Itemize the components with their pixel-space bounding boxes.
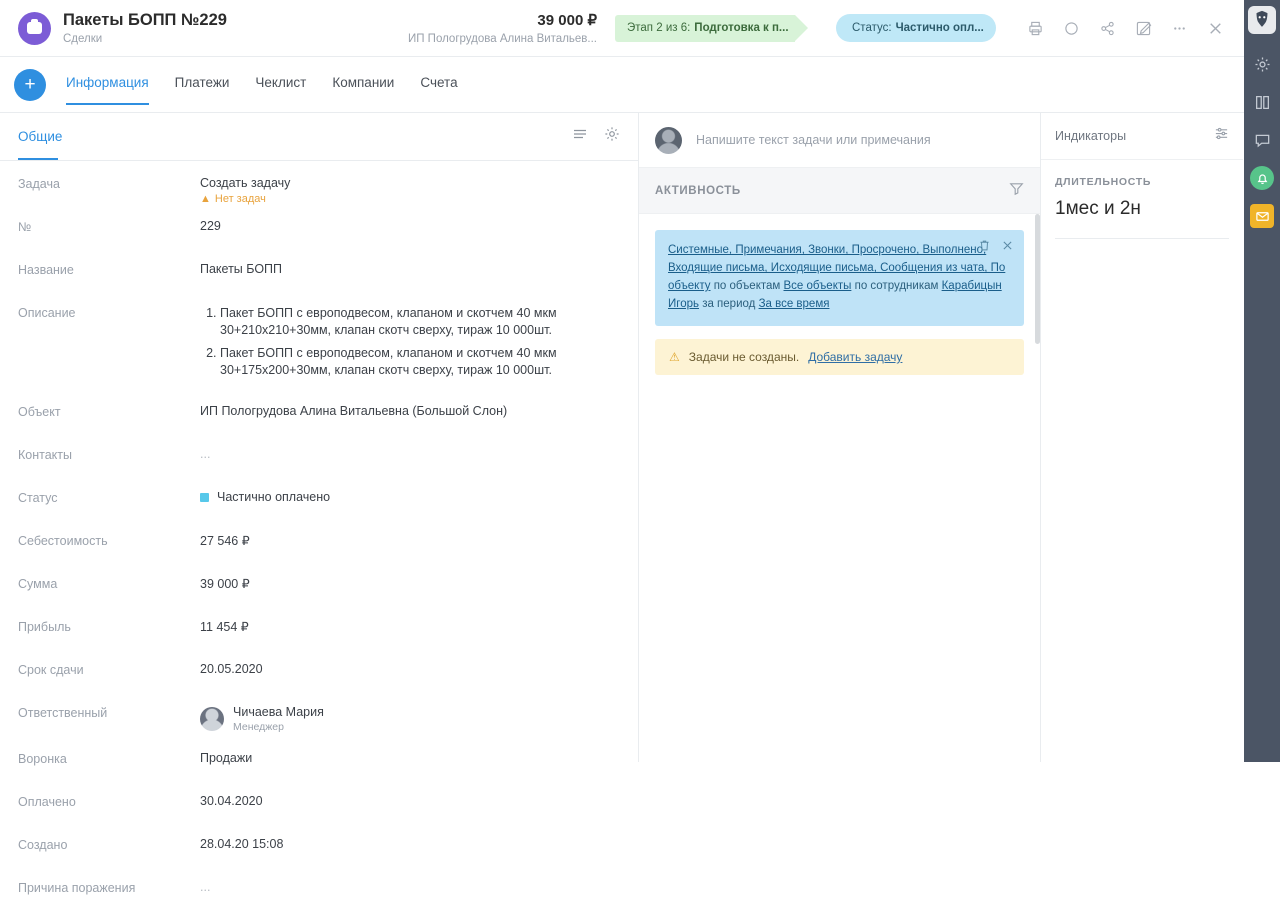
field-label: Объект: [18, 405, 61, 419]
field-label: Создано: [18, 838, 68, 852]
field-name: [0, 261, 638, 291]
field-label: Контакты: [18, 448, 72, 462]
sliders-icon[interactable]: [1214, 126, 1229, 146]
deal-amount: 39 000 ₽: [537, 12, 597, 29]
share-icon[interactable]: [1092, 13, 1122, 43]
stage-prefix: Этап 2 из 6:: [627, 22, 691, 34]
activity-title: АКТИВНОСТЬ: [655, 184, 741, 197]
field-profit: [0, 618, 638, 648]
field-value[interactable]: 27 546 ₽: [200, 534, 250, 548]
field-due-date: [0, 661, 638, 691]
header-icons: [1020, 13, 1230, 43]
responsible-role: Менеджер: [233, 721, 284, 733]
activity-header: [639, 168, 1040, 214]
avatar: [655, 127, 682, 154]
field-label: №: [18, 220, 32, 234]
deal-header: [0, 0, 1244, 57]
edit-icon[interactable]: [1128, 13, 1158, 43]
alert-text: Задачи не созданы.: [688, 350, 800, 364]
section-underline: [18, 158, 58, 160]
field-value[interactable]: 39 000 ₽: [200, 577, 250, 591]
field-created: [0, 836, 638, 866]
list-icon[interactable]: [572, 126, 588, 147]
filter-period-link[interactable]: За все время: [758, 298, 830, 310]
gear-icon[interactable]: [1250, 52, 1274, 76]
indicator-duration: [1041, 160, 1243, 239]
activity-body: [639, 214, 1040, 762]
field-status: [0, 489, 638, 519]
close-icon[interactable]: [1200, 13, 1230, 43]
tab-platezhi[interactable]: Платежи: [174, 75, 230, 90]
field-funnel: [0, 750, 638, 780]
info-panel-header: [0, 113, 638, 160]
gear-icon[interactable]: [604, 126, 620, 147]
note-input-row[interactable]: [639, 113, 1040, 168]
field-label: Ответственный: [18, 706, 108, 720]
info-panel-icons: [572, 126, 620, 147]
filter-employee-link[interactable]: Карабицын Игорь: [668, 280, 1002, 310]
status-color-swatch: [200, 493, 209, 502]
status-badge[interactable]: [836, 14, 996, 42]
field-label: Себестоимость: [18, 534, 108, 548]
filter-types-link[interactable]: Системные, Примечания, Звонки, Просрочено, Выполнено, Входящие письма, Исходящие письма, Сообщения из чата, По объекту: [668, 244, 1006, 292]
field-value[interactable]: ...: [200, 880, 211, 894]
stage-arrow: [795, 15, 808, 41]
field-value[interactable]: 20.05.2020: [200, 662, 263, 676]
page-title: Пакеты БОПП №229: [63, 11, 227, 29]
field-label: Прибыль: [18, 620, 71, 634]
tab-cheklist[interactable]: Чеклист: [255, 75, 307, 90]
field-label: Сумма: [18, 577, 58, 591]
field-label: Причина поражения: [18, 881, 136, 895]
responsible-name: Чичаева Мария: [233, 705, 324, 719]
no-tasks-warning: [200, 193, 620, 205]
warning-icon: ▲: [200, 193, 211, 205]
section-title-general[interactable]: Общие: [18, 129, 63, 144]
body: [0, 113, 1244, 895]
title-block: [63, 11, 227, 45]
avatar: [200, 707, 224, 731]
indicators-header: [1041, 113, 1243, 160]
filter-objects-link[interactable]: Все объекты: [783, 280, 852, 292]
deal-client: ИП Пологрудова Алина Витальев...: [407, 33, 597, 45]
deal-avatar: [18, 12, 51, 45]
amount-block: [408, 11, 615, 45]
activity-filter-card: [655, 230, 1024, 326]
field-value: 28.04.20 15:08: [200, 837, 284, 851]
print-icon[interactable]: [1020, 13, 1050, 43]
note-input[interactable]: Напишите текст задачи или примечания: [696, 133, 931, 147]
field-sum: [0, 575, 638, 605]
tab-kompanii[interactable]: Компании: [332, 75, 395, 90]
field-value[interactable]: ИП Пологрудова Алина Витальевна (Большой Слон): [200, 404, 508, 418]
field-number: [0, 218, 638, 248]
page-subtitle: Сделки: [63, 33, 103, 45]
close-icon[interactable]: [1001, 239, 1014, 258]
field-task: [0, 175, 638, 205]
field-label: Статус: [18, 491, 58, 505]
field-object: [0, 403, 638, 433]
indicators-panel: [1041, 113, 1243, 762]
field-cost: [0, 532, 638, 562]
mail-icon[interactable]: [1250, 204, 1274, 228]
tab-bar: [0, 57, 1244, 113]
field-value: Частично оплачено: [217, 490, 331, 504]
card-actions: [978, 239, 1014, 258]
status-prefix: Статус:: [852, 22, 892, 34]
field-responsible: [0, 704, 638, 734]
status-value: Частично опл...: [895, 22, 984, 34]
field-loss-reason: [0, 879, 638, 909]
field-list: [0, 161, 638, 909]
field-label: Оплачено: [18, 795, 76, 809]
field-label: Воронка: [18, 752, 67, 766]
indicator-value: 1мес и 2н: [1055, 198, 1141, 219]
filter-text-1: по объектам: [710, 280, 784, 292]
field-label: Срок сдачи: [18, 663, 84, 677]
divider: [1055, 238, 1229, 239]
no-tasks-text: Нет задач: [214, 193, 266, 205]
add-button[interactable]: +: [14, 69, 46, 101]
field-value[interactable]: ...: [200, 447, 211, 461]
add-task-link[interactable]: Добавить задачу: [808, 350, 903, 364]
info-panel: [0, 113, 639, 895]
responsible-user[interactable]: [200, 705, 620, 733]
field-value[interactable]: 30.04.2020: [200, 794, 263, 808]
book-icon[interactable]: [1250, 90, 1274, 114]
activity-scrollbar[interactable]: [1035, 214, 1040, 344]
field-value[interactable]: 229: [200, 219, 221, 233]
field-description: [0, 304, 638, 385]
field-paid: [0, 793, 638, 823]
warning-icon: ⚠: [669, 350, 680, 364]
filter-text-3: за период: [699, 298, 759, 310]
trash-icon[interactable]: [978, 239, 991, 258]
description-list: [200, 305, 620, 379]
filter-text-2: по сотрудникам: [851, 280, 942, 292]
stage-value: Подготовка к п...: [694, 22, 789, 34]
tab-scheta[interactable]: Счета: [420, 75, 458, 90]
field-label: Название: [18, 263, 74, 277]
field-value[interactable]: 11 454 ₽: [200, 620, 249, 634]
indicator-label: ДЛИТЕЛЬНОСТЬ: [1055, 176, 1152, 188]
activity-panel: [639, 113, 1041, 762]
right-rail: [1244, 0, 1280, 762]
list-item: 2. Пакет БОПП с европодвесом, клапаном и скотчем 40 мкм 30+175x200+30мм, клапан скотч сверху, тираж 10 000шт.: [220, 345, 620, 379]
field-value[interactable]: Пакеты БОПП: [200, 262, 283, 276]
bell-icon[interactable]: [1250, 166, 1274, 190]
filter-icon[interactable]: [1009, 181, 1024, 201]
more-icon[interactable]: [1164, 13, 1194, 43]
no-tasks-alert: [655, 339, 1024, 375]
indicators-title: Индикаторы: [1055, 129, 1127, 143]
create-task-link[interactable]: Создать задачу: [200, 176, 291, 190]
tab-informaciya[interactable]: Информация: [66, 68, 149, 102]
field-label: Описание: [18, 306, 76, 320]
field-value[interactable]: Продажи: [200, 751, 253, 765]
app-logo[interactable]: [1248, 6, 1276, 34]
stage-badge[interactable]: [615, 15, 808, 42]
field-contacts: [0, 446, 638, 476]
list-item: 1. Пакет БОПП с европодвесом, клапаном и скотчем 40 мкм 30+210x210+30мм, клапан скотч сверху, тираж 10 000шт.: [220, 305, 620, 339]
chat-icon[interactable]: [1250, 128, 1274, 152]
history-icon[interactable]: [1056, 13, 1086, 43]
field-label: Задача: [18, 177, 60, 191]
